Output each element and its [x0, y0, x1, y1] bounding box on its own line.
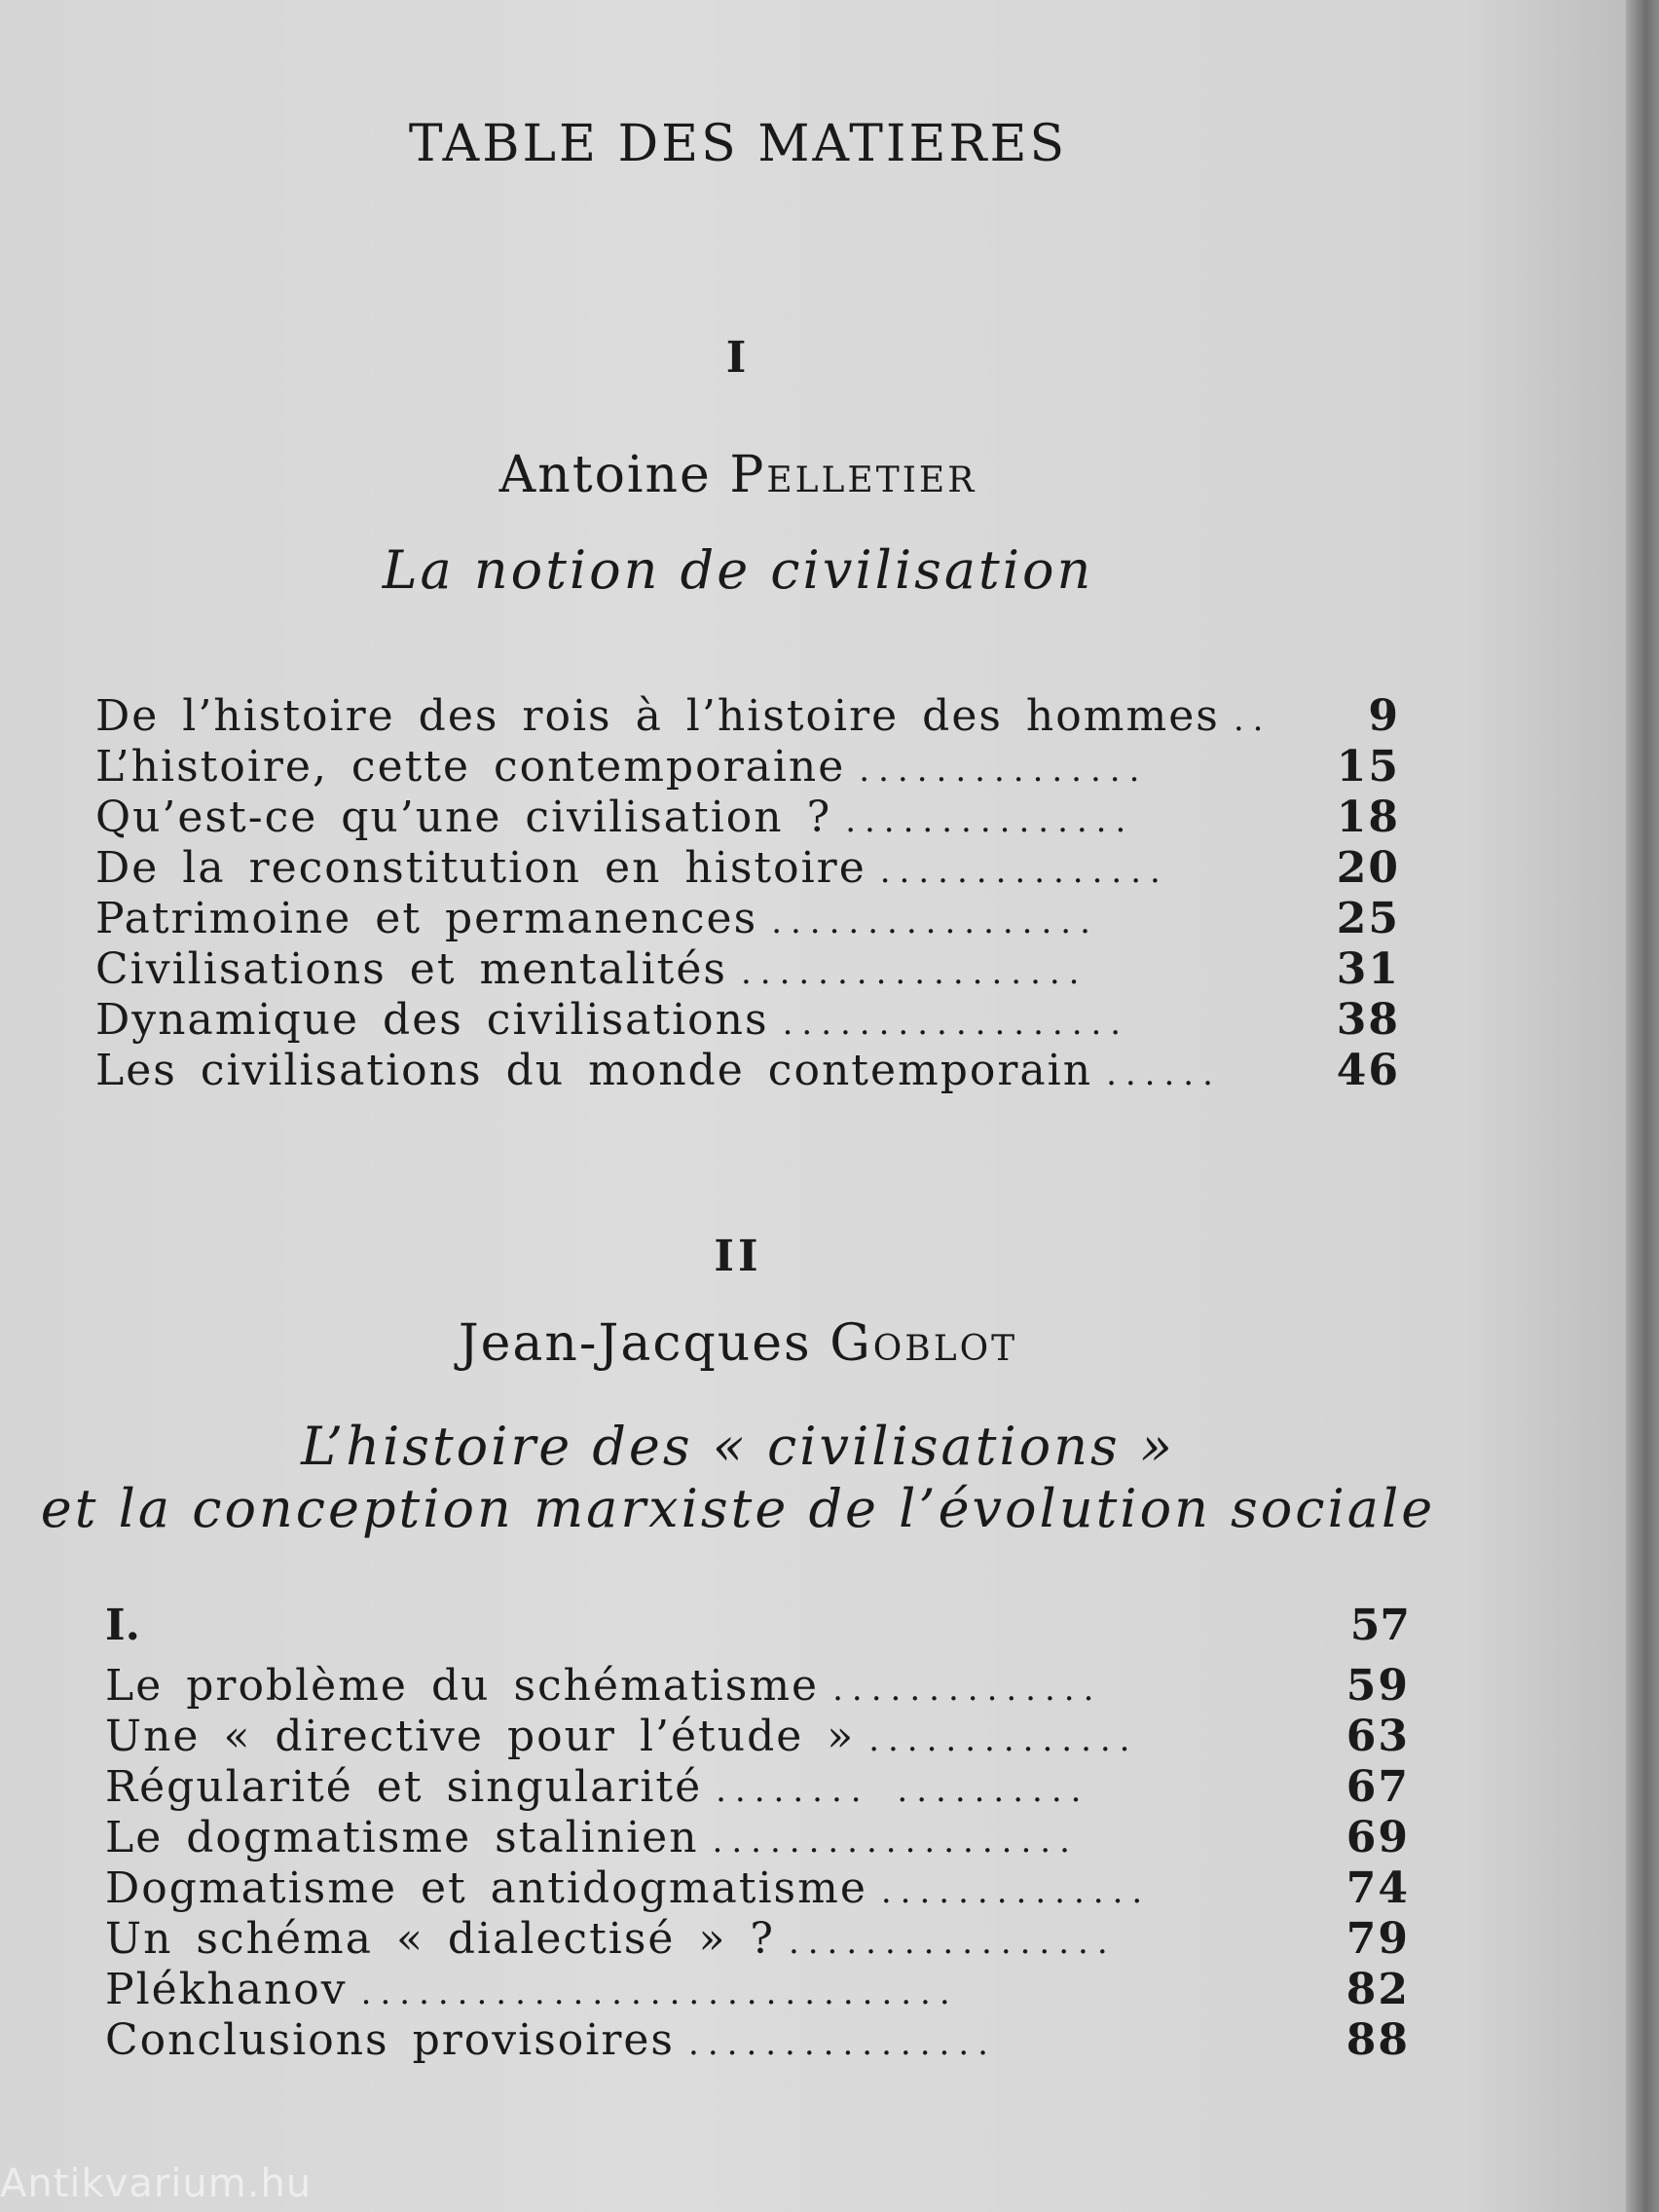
- toc-entry[interactable]: [95, 793, 1400, 843]
- toc-entry[interactable]: [105, 1965, 1410, 2015]
- toc-leader-dots: ........ ..........: [716, 1771, 1090, 1810]
- toc-leader-dots: ..................: [782, 1004, 1130, 1043]
- toc-entry[interactable]: [105, 1762, 1410, 1813]
- toc-leader-dots: ..............: [880, 1872, 1152, 1911]
- toc-entry-page: 88: [1346, 2015, 1410, 2065]
- part-2-author-first: Jean-Jacques: [458, 1314, 812, 1373]
- part-1-author: [0, 446, 1476, 504]
- part-2-subtitle-line-1: L’histoire des « civilisations »: [301, 1416, 1175, 1477]
- toc-entry-label: Conclusions provisoires: [105, 2015, 676, 2065]
- toc-entry-page: 25: [1336, 894, 1400, 943]
- part-2-author: [0, 1314, 1476, 1373]
- toc-entry-label: Qu’est-ce qu’une civilisation ?: [95, 793, 832, 842]
- part-1-author-last: Pelletier: [729, 446, 977, 504]
- toc-entry-label: Les civilisations du monde contemporain: [95, 1046, 1093, 1095]
- toc-entry-label: L’histoire, cette contemporaine: [95, 742, 846, 792]
- toc-entry-page: 31: [1336, 944, 1400, 994]
- toc-entry-label: Le problème du schématisme: [105, 1661, 820, 1711]
- toc-entry[interactable]: [95, 995, 1400, 1046]
- toc-leader-dots: .................: [788, 1923, 1117, 1962]
- toc-entry-page: 67: [1346, 1762, 1410, 1812]
- part-2-toc: [105, 1601, 1410, 2066]
- toc-entry[interactable]: [105, 1661, 1410, 1712]
- toc-entry[interactable]: [95, 944, 1400, 995]
- toc-entry-page: 18: [1336, 793, 1400, 842]
- toc-entry[interactable]: [105, 1914, 1410, 1965]
- toc-leader-dots: ...............................: [360, 1973, 959, 2012]
- toc-section-label: I.: [105, 1601, 140, 1650]
- toc-entry-label: Dynamique des civilisations: [95, 995, 769, 1045]
- toc-leader-dots: ..................: [740, 953, 1088, 992]
- part-1-author-first: Antoine: [498, 446, 712, 504]
- part-1-subtitle: La notion de civilisation: [382, 539, 1094, 601]
- part-2-author-last: Goblot: [830, 1314, 1018, 1373]
- part-2-subtitle-line-2: et la conception marxiste de l’évolution sociale: [40, 1478, 1436, 1539]
- toc-entry-label: Dogmatisme et antidogmatisme: [105, 1863, 867, 1913]
- toc-entry-page: 20: [1336, 843, 1400, 893]
- toc-entry-page: 46: [1336, 1046, 1400, 1095]
- toc-entry-label: Plékhanov: [105, 1965, 348, 2014]
- toc-entry-page: 38: [1336, 995, 1400, 1045]
- toc-leader-dots: ................: [688, 2024, 997, 2063]
- toc-entry[interactable]: [95, 894, 1400, 944]
- toc-entry[interactable]: [95, 843, 1400, 894]
- toc-entry-label: Civilisations et mentalités: [95, 944, 727, 994]
- toc-leader-dots: ..............: [832, 1670, 1103, 1709]
- toc-entry[interactable]: [105, 1712, 1410, 1762]
- toc-entry[interactable]: [95, 691, 1400, 742]
- part-2-numeral: II: [714, 1232, 762, 1281]
- page-edge-shadow: [1626, 0, 1659, 2212]
- toc-entry-label: De la reconstitution en histoire: [95, 843, 866, 893]
- toc-entry[interactable]: [105, 1813, 1410, 1863]
- toc-entry[interactable]: [105, 2015, 1410, 2066]
- toc-entry-page: 69: [1346, 1813, 1410, 1862]
- toc-entry-label: Régularité et singularité: [105, 1762, 703, 1812]
- toc-entry-label: Patrimoine et permanences: [95, 894, 758, 943]
- toc-leader-dots: .................: [771, 903, 1099, 941]
- toc-entry-page: 59: [1346, 1661, 1410, 1711]
- toc-entry-page: 15: [1336, 742, 1400, 792]
- toc-entry-page: 82: [1346, 1965, 1410, 2014]
- toc-entry-label: Une « directive pour l’étude »: [105, 1712, 856, 1761]
- toc-leader-dots: ..............: [868, 1720, 1139, 1759]
- toc-entry[interactable]: [95, 1046, 1400, 1096]
- toc-section-heading[interactable]: [105, 1601, 1410, 1661]
- toc-leader-dots: ...............: [879, 852, 1169, 891]
- toc-entry[interactable]: [95, 742, 1400, 793]
- part-1-toc: [95, 691, 1400, 1096]
- toc-entry-page: 79: [1346, 1914, 1410, 1964]
- toc-leader-dots: ...............: [845, 801, 1135, 840]
- toc-entry-page: 74: [1346, 1863, 1410, 1913]
- toc-leader-dots: ......: [1106, 1054, 1222, 1093]
- part-1-numeral: I: [725, 333, 751, 383]
- toc-leader-dots: ..: [1233, 700, 1272, 739]
- page-title: TABLE DES MATIERES: [408, 115, 1068, 173]
- toc-leader-dots: ...................: [712, 1822, 1079, 1861]
- toc-entry-page: 63: [1346, 1712, 1410, 1761]
- toc-leader-dots: ...............: [859, 751, 1149, 790]
- toc-entry[interactable]: [105, 1863, 1410, 1914]
- toc-section-page: 57: [1349, 1601, 1410, 1650]
- toc-entry-page: 9: [1368, 691, 1400, 741]
- toc-entry-label: Le dogmatisme stalinien: [105, 1813, 699, 1862]
- toc-entry-label: Un schéma « dialectisé » ?: [105, 1914, 775, 1964]
- toc-entry-label: De l’histoire des rois à l’histoire des hommes: [95, 691, 1220, 741]
- watermark: Antikvarium.hu: [0, 2161, 313, 2206]
